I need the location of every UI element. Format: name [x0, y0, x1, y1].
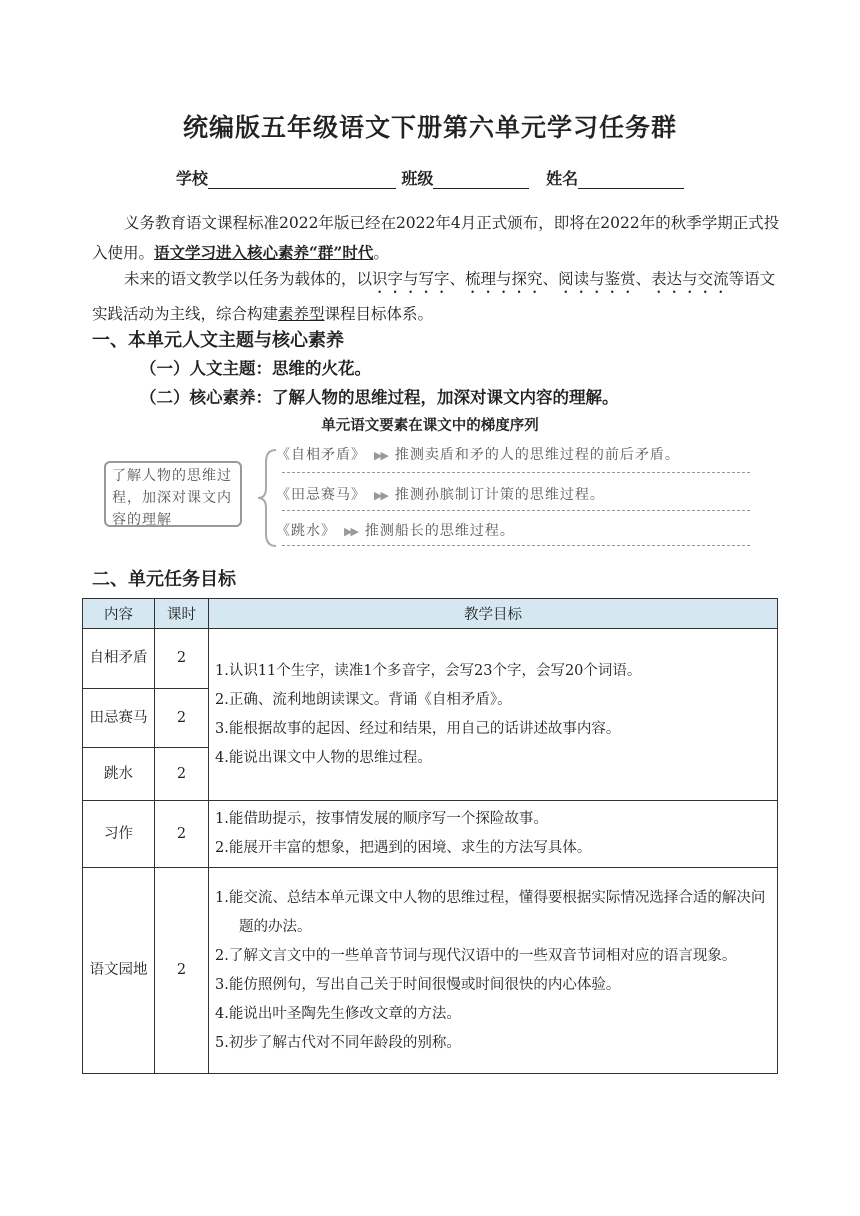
table-row — [83, 801, 778, 868]
p2-sep-1: 、 — [449, 270, 466, 288]
name-blank[interactable] — [578, 170, 684, 189]
gradient-row-lesson: 《田忌赛马》 — [276, 487, 366, 503]
content-cell: 习作 — [83, 801, 155, 868]
content-cell: 田忌赛马 — [83, 689, 155, 748]
gradient-row-text: 推测卖盾和矛的人的思维过程的前后矛盾。 — [394, 447, 680, 463]
goal-item: 2.能展开丰富的想象，把遇到的困境、求生的方法写具体。 — [215, 840, 592, 856]
gradient-row-text: 推测孙膑制订计策的思维过程。 — [394, 487, 605, 503]
p2-sep-3: 、 — [635, 270, 652, 288]
arrow-icon: ▶▶ — [374, 449, 387, 462]
goal-item: 1.认识11个生字，读准1个多音字，会写23个字，会写20个词语。 — [215, 662, 642, 679]
p2-practice-inquiry: 梳理与探究 — [465, 270, 543, 288]
p2-practice-expression: 表达与交流 — [651, 270, 729, 288]
header-hours: 课时 — [155, 599, 209, 629]
goal-item: 3.能仿照例句，写出自己关于时间很慢或时间很快的内心体验。 — [215, 976, 621, 993]
content-cell: 跳水 — [83, 748, 155, 801]
dashed-divider — [282, 472, 750, 473]
hours-cell: 2 — [155, 868, 209, 1074]
class-blank[interactable] — [433, 170, 529, 189]
goal-item: 2.了解文言文中的一些单音节词与现代汉语中的一些双音节词相对应的语言现象。 — [215, 947, 737, 964]
gradient-row-text: 推测船长的思维过程。 — [364, 523, 515, 539]
goal-item: 5.初步了解古代对不同年龄段的别称。 — [215, 1034, 461, 1051]
arrow-icon: ▶▶ — [374, 489, 387, 502]
table-row — [83, 629, 778, 689]
p2-literacy-type: 素养型 — [278, 305, 325, 323]
gradient-row-lesson: 《自相矛盾》 — [276, 447, 366, 463]
p2-practice-literacy: 识字与写字 — [372, 270, 450, 288]
name-label: 姓名 — [546, 169, 579, 188]
dashed-divider — [282, 510, 750, 511]
p2-text-a: 未来的语文教学以任务为载体的，以 — [124, 270, 373, 288]
goals-cell — [209, 801, 778, 868]
intro-paragraph-1 — [92, 208, 782, 268]
task-goals-table — [82, 598, 778, 1074]
intro-text: 义务教育语文课程标准2022年版已经在2022年4月正式颁布，即将在2022年的秋季学期正式投入使用。 — [92, 214, 780, 262]
hours-cell: 2 — [155, 748, 209, 801]
section2-heading: 二、单元任务目标 — [92, 569, 236, 590]
goal-item: 1.能交流、总结本单元课文中人物的思维过程，懂得要根据实际情况选择合适的解决问题的办法。 — [215, 889, 766, 935]
school-blank[interactable] — [208, 170, 396, 189]
p2-text-k: 课程目标体系。 — [324, 305, 434, 323]
student-info-line — [0, 166, 860, 189]
dashed-divider — [282, 545, 750, 546]
p2-text-i: 等语文实践活动为主线，综合构建 — [92, 270, 776, 323]
section1-heading: 一、本单元人文主题与核心素养 — [92, 330, 344, 351]
goal-item: 4.能说出课文中人物的思维过程。 — [215, 749, 432, 766]
school-label: 学校 — [175, 169, 208, 188]
intro-end: 。 — [373, 244, 389, 262]
goals-cell — [209, 868, 778, 1074]
gradient-row-1 — [276, 444, 680, 464]
intro-paragraph-2 — [92, 262, 782, 331]
class-label: 班级 — [401, 169, 434, 188]
intro-emphasis: 语文学习进入核心素养“群”时代 — [154, 243, 374, 262]
p2-sep-2: 、 — [542, 270, 559, 288]
header-goals: 教学目标 — [209, 599, 778, 629]
gradient-row-3 — [276, 520, 515, 540]
table-header-row — [83, 599, 778, 629]
gradient-chart-title: 单元语文要素在课文中的梯度序列 — [321, 418, 539, 434]
p2-practice-reading: 阅读与鉴赏 — [558, 270, 636, 288]
page-title: 统编版五年级语文下册第六单元学习任务群 — [182, 113, 677, 142]
goal-item: 4.能说出叶圣陶先生修改文章的方法。 — [215, 1005, 461, 1022]
goal-item: 2.正确、流利地朗读课文。背诵《自相矛盾》。 — [215, 691, 512, 708]
core-literacy-line: （二）核心素养：了解人物的思维过程，加深对课文内容的理解。 — [140, 388, 619, 407]
goal-item: 3.能根据故事的起因、经过和结果，用自己的话讲述故事内容。 — [215, 720, 621, 737]
table-row — [83, 868, 778, 1074]
gradient-row-lesson: 《跳水》 — [276, 523, 336, 539]
content-cell: 自相矛盾 — [83, 629, 155, 689]
theme-line: （一）人文主题：思维的火花。 — [140, 359, 371, 378]
hours-cell: 2 — [155, 629, 209, 689]
goals-cell — [209, 629, 778, 801]
hours-cell: 2 — [155, 689, 209, 748]
arrow-icon: ▶▶ — [344, 525, 357, 538]
hours-cell: 2 — [155, 801, 209, 868]
gradient-chart-source-box: 了解人物的思维过程，加深对课文内容的理解 — [104, 461, 242, 527]
content-cell: 语文园地 — [83, 868, 155, 1074]
goal-item: 1.能借助提示，按事情发展的顺序写一个探险故事。 — [215, 811, 548, 827]
gradient-row-2 — [276, 484, 605, 504]
header-content: 内容 — [83, 599, 155, 629]
